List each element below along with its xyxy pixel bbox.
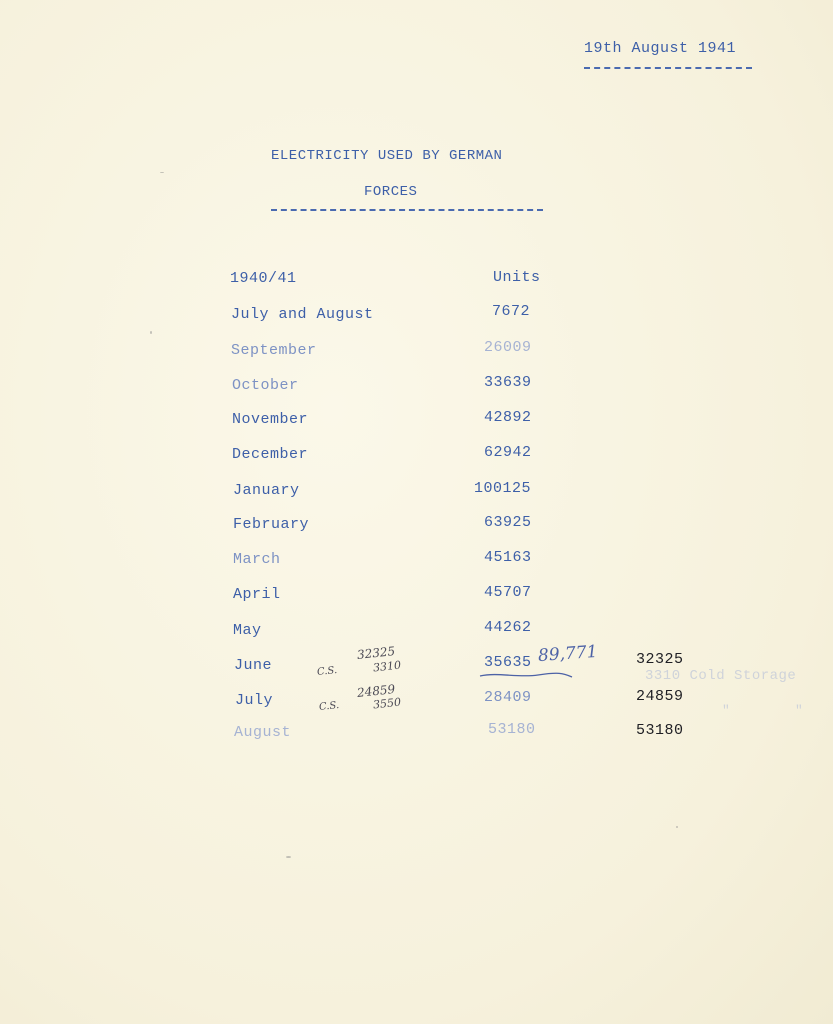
table-row-units: 62942 xyxy=(484,444,532,461)
title-underline xyxy=(271,209,543,211)
table-row-units: 53180 xyxy=(488,721,536,738)
paper-speck xyxy=(286,856,291,858)
ditto-mark: " xyxy=(722,703,731,718)
table-row-month: September xyxy=(231,342,317,359)
handwritten-july-label: C.S. xyxy=(318,699,340,714)
table-row-units: 100125 xyxy=(474,480,532,497)
table-row-units: 44262 xyxy=(484,619,532,636)
document-date: 19th August 1941 xyxy=(584,40,737,57)
table-row-month: November xyxy=(232,411,309,428)
handwritten-june-top: 32325 xyxy=(356,644,396,662)
table-row-units: 63925 xyxy=(484,514,532,531)
table-row-units: 45163 xyxy=(484,549,532,566)
paper-speck xyxy=(160,172,164,173)
table-row-month: July xyxy=(235,692,274,709)
june-underline-scribble xyxy=(478,668,574,682)
ditto-mark: " xyxy=(795,703,804,718)
units-header: Units xyxy=(493,269,541,286)
paper-speck xyxy=(676,826,678,828)
side-value: 53180 xyxy=(636,722,684,739)
side-value: 24859 xyxy=(636,688,684,705)
table-row-month: August xyxy=(234,724,292,741)
table-row-units: 33639 xyxy=(484,374,532,391)
handwritten-june-bottom: 3310 xyxy=(372,658,402,675)
document-title-line-2: FORCES xyxy=(364,184,418,200)
table-row-month: May xyxy=(233,622,262,639)
date-underline xyxy=(584,67,752,69)
table-row-units: 7672 xyxy=(492,303,531,320)
table-row-month: December xyxy=(232,446,309,463)
table-row-month: June xyxy=(234,657,273,674)
document-title-line-1: ELECTRICITY USED BY GERMAN xyxy=(271,148,503,164)
table-row-month: March xyxy=(233,551,281,568)
side-value: 32325 xyxy=(636,651,684,668)
table-row-units: 35635 xyxy=(484,654,532,671)
handwritten-june-total: 89,771 xyxy=(537,641,599,667)
table-row-month: October xyxy=(232,377,299,394)
paper-speck xyxy=(150,331,152,334)
table-row-units: 45707 xyxy=(484,584,532,601)
table-row-units: 26009 xyxy=(484,339,532,356)
handwritten-june-label: C.S. xyxy=(316,664,338,679)
table-row-units: 42892 xyxy=(484,409,532,426)
handwritten-july-bottom: 3550 xyxy=(372,695,402,712)
handwritten-july-top: 24859 xyxy=(356,682,396,700)
table-row-month: April xyxy=(233,586,281,603)
table-row-month: February xyxy=(233,516,310,533)
table-row-units: 28409 xyxy=(484,689,532,706)
table-row-month: July and August xyxy=(231,306,374,323)
cold-storage-note: 3310 Cold Storage xyxy=(645,668,797,684)
table-row-month: January xyxy=(233,482,300,499)
period-header: 1940/41 xyxy=(230,270,297,287)
